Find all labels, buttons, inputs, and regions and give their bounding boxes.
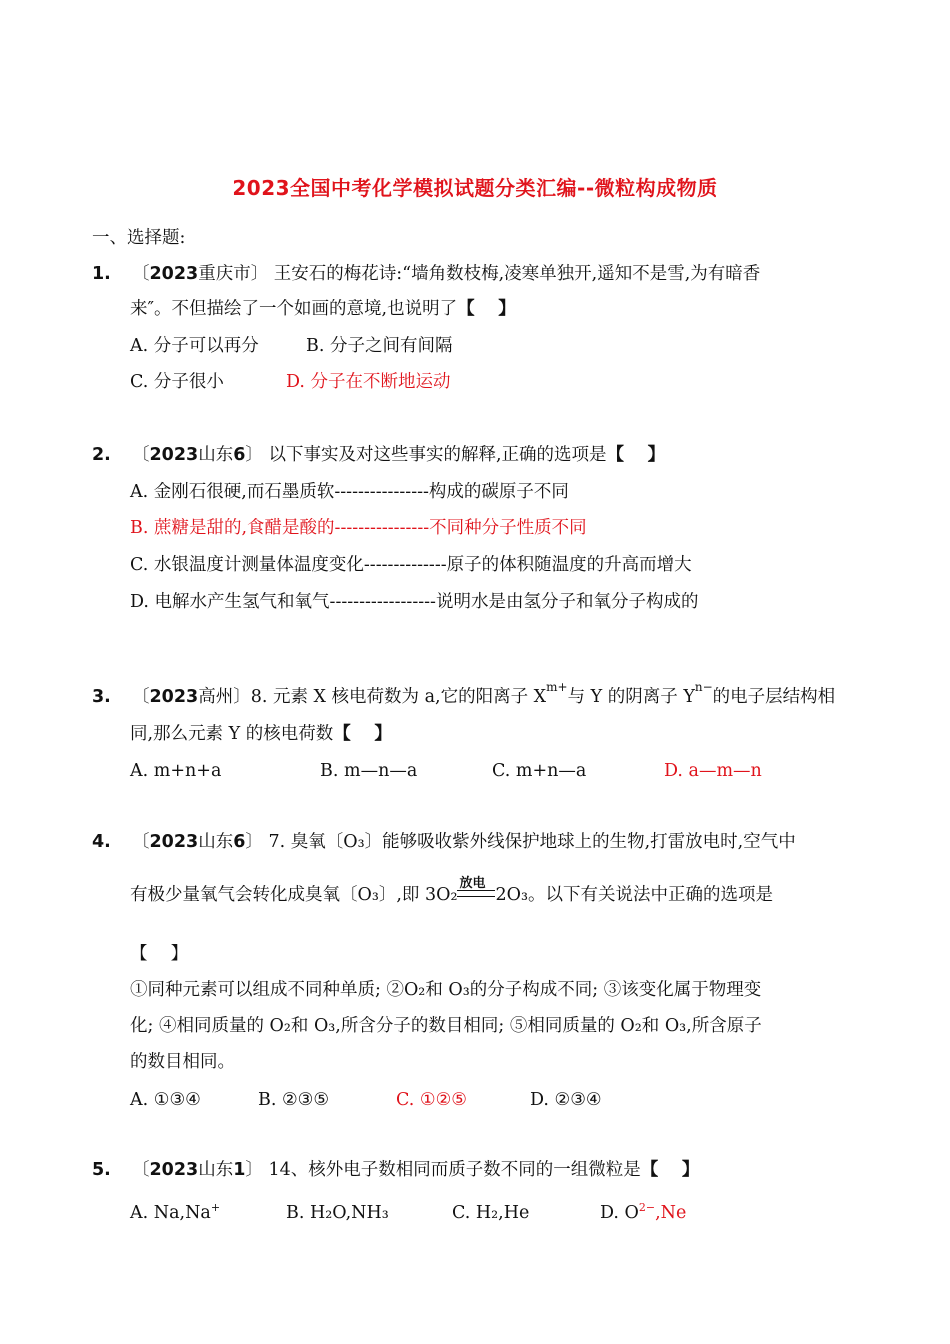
question-3-line-1: 3. 〔2023高州〕8. 元素 X 核电荷数为 a,它的阳离子 $X^{m+}$与 Y 的阴离子 $Y^{n-}$的电子层结构相 bbox=[92, 680, 836, 707]
option-d-correct: D. a—m—n bbox=[664, 761, 762, 781]
option-a: A. 分子可以再分 bbox=[130, 336, 259, 356]
option-a: A. Na,Na+ bbox=[130, 1201, 221, 1223]
reaction-arrow bbox=[457, 875, 495, 907]
question-4-options bbox=[130, 1087, 602, 1113]
question-1-options-row-1 bbox=[130, 333, 453, 359]
question-1-line-2: 来″。不但描绘了一个如画的意境,也说明了【 】 bbox=[130, 299, 516, 319]
question-4-line-2: 有极少量氧气会转化成臭氧〔O₃〕,即 3O₂ 放电 2O₃。以下有关说法中正确的选项是 bbox=[130, 882, 773, 908]
option-a: A. ①③④ bbox=[130, 1090, 201, 1110]
option-d: D. $O^{2-},Ne$ bbox=[600, 1201, 687, 1223]
question-3-options bbox=[130, 758, 762, 784]
option-c: C. H₂,He bbox=[452, 1202, 530, 1223]
reaction-condition: 放电 bbox=[459, 875, 486, 891]
option-c: C. 分子很小 bbox=[130, 372, 224, 392]
question-5-line-1: 5. 〔2023山东1〕 14、核外电子数相同而质子数不同的一组微粒是【 】 bbox=[92, 1160, 700, 1180]
option-b: B. m—n—a bbox=[320, 761, 418, 781]
option-c-correct: C. ①②⑤ bbox=[396, 1090, 467, 1110]
cation-charge: m+ bbox=[546, 680, 568, 694]
answer-bracket: 【 】 bbox=[130, 944, 189, 964]
page-title: 2023全国中考化学模拟试题分类汇编--微粒构成物质 bbox=[232, 176, 718, 200]
question-text: 王安石的梅花诗:“墙角数枝梅,凌寒单独开,遥知不是雪,为有暗香 bbox=[273, 264, 761, 284]
anion-charge: n− bbox=[694, 680, 713, 694]
answer-bracket: 【 】 bbox=[457, 299, 516, 319]
option-b: B. 分子之间有间隔 bbox=[306, 336, 453, 356]
option-c: C. m+n—a bbox=[492, 761, 587, 781]
statement-line-3: 的数目相同。 bbox=[130, 1052, 235, 1072]
option-d-correct: D. 分子在不断地运动 bbox=[286, 372, 451, 392]
question-3-line-2: 同,那么元素 Y 的核电荷数【 】 bbox=[130, 724, 392, 744]
option-c: C. 水银温度计测量体温度变化--------------原子的体积随温度的升高而增大 bbox=[130, 555, 692, 575]
question-1-line-1: 1. 〔2023重庆市〕 王安石的梅花诗:“墙角数枝梅,凌寒单独开,遥知不是雪,为有暗香 bbox=[92, 264, 761, 284]
option-a: A. 金刚石很硬,而石墨质软----------------构成的碳原子不同 bbox=[130, 482, 569, 502]
question-number: 1. bbox=[92, 264, 111, 284]
question-5-options bbox=[130, 1195, 686, 1226]
question-4-line-1: 4. 〔2023山东6〕 7. 臭氧〔O₃〕能够吸收紫外线保护地球上的生物,打雷放电时,空气中 bbox=[92, 832, 796, 852]
statement-line-2: 化; ④相同质量的 O₂和 O₃,所含分子的数目相同; ⑤相同质量的 O₂和 O₃,所含原子 bbox=[130, 1016, 762, 1036]
option-d: D. 电解水产生氢气和氧气------------------说明水是由氢分子和氧分子构成的 bbox=[130, 592, 699, 612]
question-1-options-row-2 bbox=[130, 369, 451, 395]
option-d: D. ②③④ bbox=[530, 1090, 602, 1110]
option-b: B. ②③⑤ bbox=[258, 1090, 330, 1110]
option-b-correct: B. 蔗糖是甜的,食醋是酸的----------------不同种分子性质不同 bbox=[130, 518, 587, 538]
statement-line-1: ①同种元素可以组成不同种单质; ②O₂和 O₃的分子构成不同; ③该变化属于物理变 bbox=[130, 980, 762, 1000]
question-2-line-1: 2. 〔2023山东6〕 以下事实及对这些事实的解释,正确的选项是【 】 bbox=[92, 445, 666, 465]
option-a: A. m+n+a bbox=[130, 761, 222, 781]
section-heading: 一、选择题: bbox=[92, 228, 186, 248]
option-b: B. H₂O,NH₃ bbox=[286, 1202, 389, 1223]
